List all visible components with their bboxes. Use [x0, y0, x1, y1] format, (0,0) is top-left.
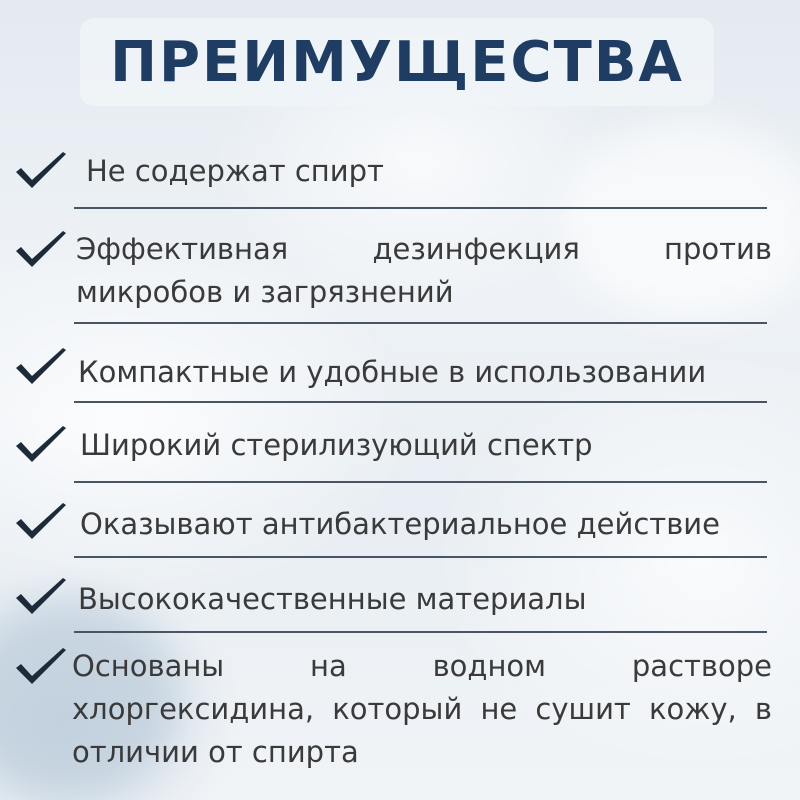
benefit-text: Эффективная дезинфекция против микробов и загрязнений [76, 232, 772, 309]
benefit-text: Компактные и удобные в использовании [78, 355, 707, 389]
checkmark-icon [14, 424, 68, 468]
benefit-text: Высококачественные материалы [78, 582, 587, 616]
checkmark-icon [14, 501, 68, 545]
divider [74, 556, 767, 558]
checkmark-icon [14, 346, 68, 390]
checkmark-icon [14, 646, 68, 690]
divider [74, 401, 767, 403]
divider [74, 631, 767, 633]
checkmark-icon [14, 576, 68, 620]
divider [74, 322, 767, 324]
benefit-text: Оказывают антибактериальное действие [80, 507, 720, 541]
divider [74, 207, 767, 209]
benefit-text: Основаны на водном растворе хлоргексидина, который не сушит кожу, в отличии от спирта [72, 649, 772, 769]
divider [74, 481, 767, 483]
benefit-text: Широкий стерилизующий спектр [80, 428, 593, 462]
title-panel [80, 18, 714, 106]
checkmark-icon [14, 229, 68, 273]
page-title: ПРЕИМУЩЕСТВА [110, 29, 684, 95]
benefit-text: Не содержат спирт [86, 154, 384, 188]
checkmark-icon [14, 150, 68, 194]
